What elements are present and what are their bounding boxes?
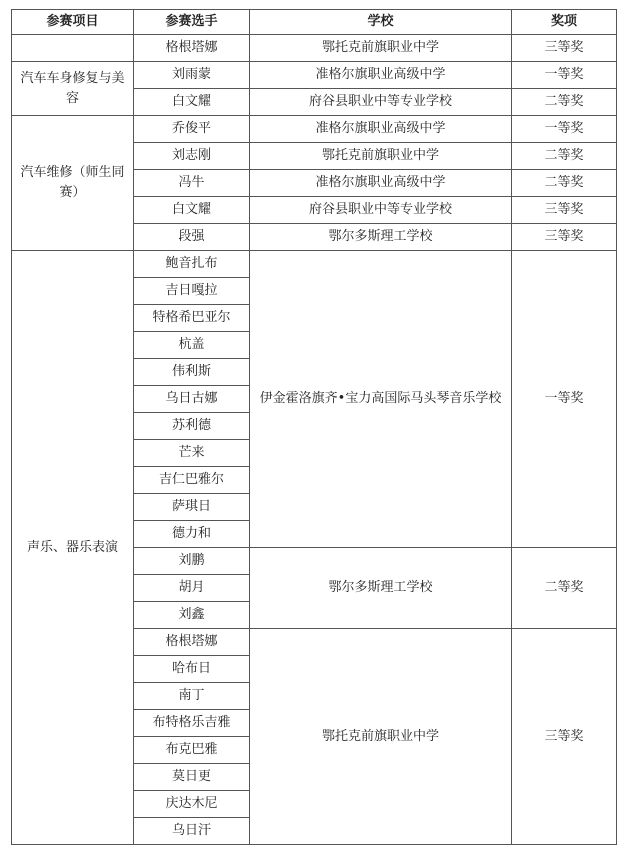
award-cell: 二等奖 xyxy=(512,548,617,629)
school-cell: 府谷县职业中等专业学校 xyxy=(250,197,512,224)
project-cell: 汽车车身修复与美容 xyxy=(12,62,134,116)
contestant-cell: 白文耀 xyxy=(134,197,250,224)
contestant-cell: 乌日古娜 xyxy=(134,386,250,413)
contestant-cell: 鲍音扎布 xyxy=(134,251,250,278)
table-row xyxy=(12,35,617,62)
contestant-cell: 布特格乐吉雅 xyxy=(134,710,250,737)
school-cell: 鄂尔多斯理工学校 xyxy=(250,224,512,251)
contestant-cell: 吉仁巴雅尔 xyxy=(134,467,250,494)
contestant-cell: 芒来 xyxy=(134,440,250,467)
table-row xyxy=(12,116,617,143)
award-cell: 二等奖 xyxy=(512,89,617,116)
award-cell: 二等奖 xyxy=(512,170,617,197)
award-cell: 二等奖 xyxy=(512,143,617,170)
header-project: 参赛项目 xyxy=(12,10,134,35)
project-cell: 汽车维修（师生同赛） xyxy=(12,116,134,251)
award-cell: 一等奖 xyxy=(512,62,617,89)
contestant-cell: 格根塔娜 xyxy=(134,35,250,62)
award-cell: 三等奖 xyxy=(512,224,617,251)
contestant-cell: 哈布日 xyxy=(134,656,250,683)
contestant-cell: 南丁 xyxy=(134,683,250,710)
contestant-cell: 德力和 xyxy=(134,521,250,548)
school-cell: 伊金霍洛旗齐•宝力高国际马头琴音乐学校 xyxy=(250,251,512,548)
school-cell: 鄂尔多斯理工学校 xyxy=(250,548,512,629)
header-award: 奖项 xyxy=(512,10,617,35)
header-school: 学校 xyxy=(250,10,512,35)
school-cell: 鄂托克前旗职业中学 xyxy=(250,143,512,170)
contestant-cell: 杭盖 xyxy=(134,332,250,359)
contestant-cell: 格根塔娜 xyxy=(134,629,250,656)
contestant-cell: 刘鹏 xyxy=(134,548,250,575)
school-cell: 准格尔旗职业高级中学 xyxy=(250,116,512,143)
contestant-cell: 乔俊平 xyxy=(134,116,250,143)
contestant-cell: 特格希巴亚尔 xyxy=(134,305,250,332)
contestant-cell: 胡月 xyxy=(134,575,250,602)
contestant-cell: 刘志刚 xyxy=(134,143,250,170)
contestant-cell: 布克巴雅 xyxy=(134,737,250,764)
contestant-cell: 乌日汗 xyxy=(134,818,250,845)
school-cell: 府谷县职业中等专业学校 xyxy=(250,89,512,116)
table-row xyxy=(12,62,617,89)
awards-table xyxy=(11,9,617,845)
contestant-cell: 庆达木尼 xyxy=(134,791,250,818)
table-row xyxy=(12,251,617,278)
header-row xyxy=(12,10,617,35)
contestant-cell: 刘鑫 xyxy=(134,602,250,629)
project-cell xyxy=(12,35,134,62)
contestant-cell: 苏利德 xyxy=(134,413,250,440)
project-cell: 声乐、器乐表演 xyxy=(12,251,134,845)
award-cell: 一等奖 xyxy=(512,116,617,143)
contestant-cell: 段强 xyxy=(134,224,250,251)
award-cell: 一等奖 xyxy=(512,251,617,548)
school-cell: 准格尔旗职业高级中学 xyxy=(250,170,512,197)
header-contestant: 参赛选手 xyxy=(134,10,250,35)
school-cell: 准格尔旗职业高级中学 xyxy=(250,62,512,89)
contestant-cell: 莫日更 xyxy=(134,764,250,791)
contestant-cell: 冯牛 xyxy=(134,170,250,197)
contestant-cell: 伟利斯 xyxy=(134,359,250,386)
contestant-cell: 刘雨蒙 xyxy=(134,62,250,89)
school-cell: 鄂托克前旗职业中学 xyxy=(250,35,512,62)
contestant-cell: 萨琪日 xyxy=(134,494,250,521)
award-cell: 三等奖 xyxy=(512,35,617,62)
contestant-cell: 白文耀 xyxy=(134,89,250,116)
contestant-cell: 吉日嘎拉 xyxy=(134,278,250,305)
award-cell: 三等奖 xyxy=(512,629,617,845)
award-cell: 三等奖 xyxy=(512,197,617,224)
school-cell: 鄂托克前旗职业中学 xyxy=(250,629,512,845)
